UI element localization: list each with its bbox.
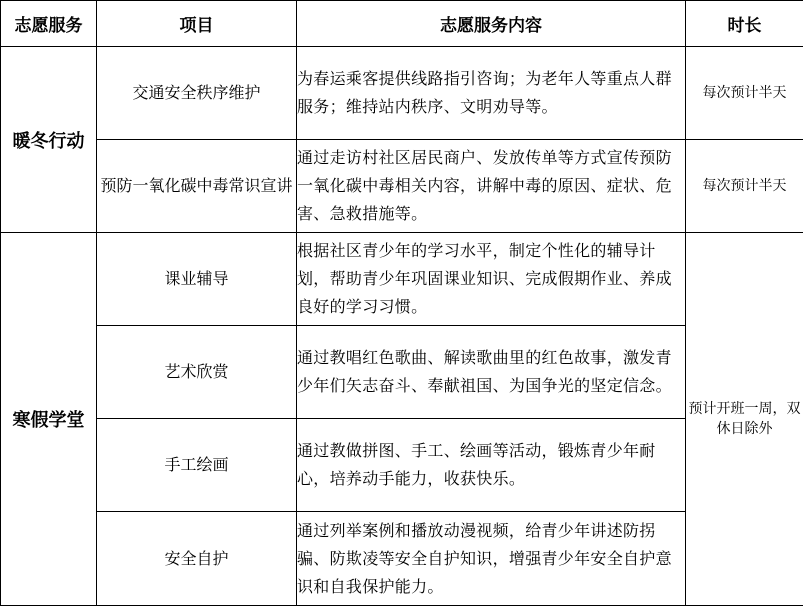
duration-cell: 每次预计半天 [686,140,803,233]
item-cell: 课业辅导 [97,233,297,326]
item-cell: 艺术欣赏 [97,326,297,419]
header-content: 志愿服务内容 [297,1,686,47]
header-category: 志愿服务 [1,1,97,47]
item-cell: 安全自护 [97,512,297,606]
table-row [1,233,803,326]
item-cell: 预防一氧化碳中毒常识宣讲 [97,140,297,233]
item-cell: 手工绘画 [97,419,297,512]
category-cell: 寒假学堂 [1,233,97,606]
item-cell: 交通安全秩序维护 [97,47,297,140]
table-row [1,512,803,606]
header-row [1,1,803,47]
header-duration: 时长 [686,1,803,47]
content-cell: 通过教做拼图、手工、绘画等活动，锻炼青少年耐心，培养动手能力，收获快乐。 [297,419,686,512]
duration-cell: 预计开班一周，双休日除外 [686,233,803,606]
content-cell: 根据社区青少年的学习水平，制定个性化的辅导计划，帮助青少年巩固课业知识、完成假期作业、养成良好的学习习惯。 [297,233,686,326]
content-cell: 通过列举案例和播放动漫视频，给青少年讲述防拐骗、防欺凌等安全自护知识，增强青少年安全自护意识和自我保护能力。 [297,512,686,606]
content-cell: 通过教唱红色歌曲、解读歌曲里的红色故事，激发青少年们矢志奋斗、奉献祖国、为国争光的坚定信念。 [297,326,686,419]
table-row [1,47,803,140]
table-row [1,140,803,233]
table-row [1,419,803,512]
header-item: 项目 [97,1,297,47]
table-row [1,326,803,419]
duration-cell: 每次预计半天 [686,47,803,140]
content-cell: 为春运乘客提供线路指引咨询；为老年人等重点人群服务；维持站内秩序、文明劝导等。 [297,47,686,140]
category-cell: 暖冬行动 [1,47,97,233]
content-cell: 通过走访村社区居民商户、发放传单等方式宣传预防一氧化碳中毒相关内容，讲解中毒的原因、症状、危害、急救措施等。 [297,140,686,233]
